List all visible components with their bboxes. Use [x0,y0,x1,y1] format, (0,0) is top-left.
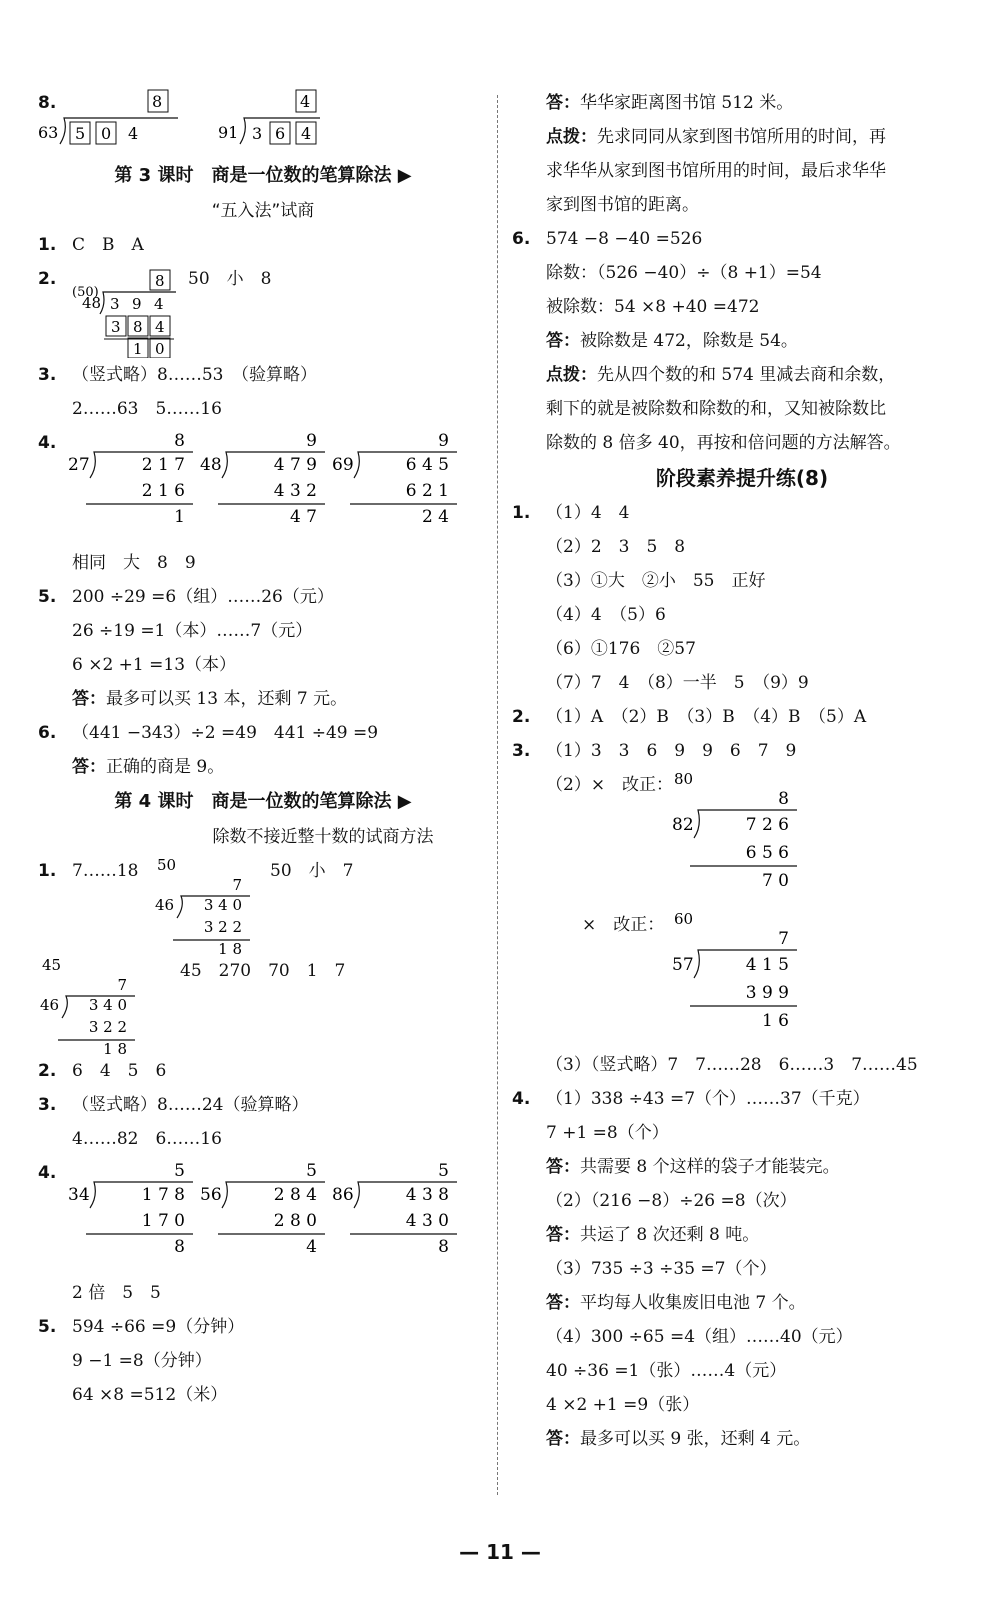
answer-text: （竖式略）8……53 （验算略） [72,365,317,385]
page-number: — 11 — [459,1540,541,1564]
tip-text: 求华华从家到图书馆所用的时间，最后求华华 [546,161,886,181]
product: 4 3 2 [273,481,317,501]
r-tip-2 [512,358,972,392]
r-s4-line [512,1388,972,1422]
quotient: 7 [778,929,789,949]
question-number: 8. [38,93,57,113]
l4-q3-line2 [38,1122,488,1156]
lesson3-subtitle: “五入法”试商 [211,201,315,221]
answer-text: 被除数是 472，除数是 54。 [580,331,798,351]
product: 6 5 6 [745,843,789,863]
answer-text: （2）（216 −8）÷26 =8（次） [546,1191,797,1211]
question-number: 1. [512,503,531,523]
r-s3 [512,734,972,768]
answer-text: （2）2 3 5 8 [546,537,686,557]
l3-q2 [38,262,488,358]
s3-division-1 [672,768,812,908]
l3-q4-divisions [68,426,468,546]
estimate-hint: (50) [72,285,99,300]
tip-label: 点拨： [546,365,597,385]
answer-label: 答： [72,689,106,709]
dividend-digit: 4 [301,124,312,143]
remainder: 1 8 [218,940,242,954]
r-s3-part2b [512,908,972,1048]
dividend-digit: 3 [110,295,120,313]
quotient: 8 [152,92,163,111]
dividend-digit: 4 [128,124,139,143]
remainder-digit: 1 [133,340,143,358]
l4-q4-divisions [68,1156,468,1276]
dividend-digit: 4 [154,295,164,313]
answer-text: （1）3 3 6 9 9 6 7 9 [546,741,797,761]
dividend: 7 2 6 [745,815,789,835]
answer-label: 答： [72,757,106,777]
r-s1-line [512,530,972,564]
question-number: 4. [512,1089,531,1109]
product-digit: 3 [111,318,121,336]
answer-text: 相同 大 8 9 [72,553,196,573]
answer-text: 共需要 8 个这样的袋子才能装完。 [580,1157,840,1177]
quotient: 7 [117,976,127,994]
product: 3 9 9 [745,983,789,1003]
answer-text: 平均每人收集废旧电池 7 个。 [580,1293,806,1313]
dividend: 2 8 4 [273,1185,317,1205]
answer-text: 6 4 5 6 [72,1061,167,1081]
remainder-digit: 0 [155,340,165,358]
r-s4-line [512,1252,972,1286]
quotient: 8 [155,272,165,290]
remainder: 1 6 [761,1011,789,1031]
divisor: 46 [155,896,175,914]
question-number: 6. [38,723,57,743]
answer-text: 最多可以买 9 张，还剩 4 元。 [580,1429,811,1449]
divisor: 48 [82,294,102,312]
answer-text: 26 ÷19 =1（本）……7（元） [72,621,313,641]
tip-text: 先从四个数的和 574 里减去商和余数， [597,365,896,385]
divisor: 34 [68,1185,90,1205]
answer-text: （7）7 4 （8）一半 5 （9）9 [546,673,809,693]
answer-text: 正确的商是 9。 [106,757,225,777]
l3-q4 [38,426,488,546]
question-number: 1. [38,235,57,255]
estimate-hint: 45 [42,956,62,974]
r-s1-line [512,666,972,700]
remainder: 1 [174,507,185,527]
section-title: 阶段素养提升练(8) [655,466,829,490]
r-q6 [512,222,972,256]
product: 4 3 0 [405,1211,449,1231]
r-s1-line [512,598,972,632]
answer-text: 594 ÷66 =9（分钟） [72,1317,245,1337]
product: 1 7 0 [141,1211,185,1231]
quotient: 8 [174,431,185,451]
question-number: 1. [38,861,57,881]
q8-division-2 [218,90,320,144]
column-divider [497,95,498,1495]
remainder: 8 [174,1237,185,1257]
estimate-hint: 50 [157,856,177,874]
right-column [512,86,972,1456]
r-q6-line3 [512,290,972,324]
q8-block [38,86,488,156]
quotient: 5 [438,1161,449,1181]
r-s2 [512,700,972,734]
divisor: 63 [38,123,59,142]
question-number: 2. [38,1061,57,1081]
l4-q5 [38,1310,488,1344]
answer-text: C B A [72,235,144,255]
dividend: 4 3 8 [405,1185,449,1205]
answer-text: 华华家距离图书馆 512 米。 [580,93,794,113]
answer-label: 答： [546,93,580,113]
product: 2 1 6 [141,481,185,501]
l3-q3 [38,358,488,392]
divisor: 56 [200,1185,222,1205]
r-s4-line [512,1082,972,1116]
quotient: 9 [306,431,317,451]
answer-text: 40 ÷36 =1（张）……4（元） [546,1361,787,1381]
answer-text: （竖式略）8……24（验算略） [72,1095,309,1115]
answer-label: 答： [546,1225,580,1245]
dividend: 6 4 5 [405,455,449,475]
l4-q1-division-2 [38,954,178,1054]
dividend: 4 7 9 [273,455,317,475]
page-number-value: 11 [486,1540,514,1564]
dividend: 4 1 5 [745,955,789,975]
dividend-digit: 3 [252,124,263,143]
divisor: 48 [200,455,222,475]
l4-q4 [38,1156,488,1276]
answer-text: 最多可以买 13 本，还剩 7 元。 [106,689,348,709]
l3-q5 [38,580,488,614]
answer-text: 2……63 5……16 [72,399,222,419]
answer-label: 答： [546,331,580,351]
answer-text: 6 ×2 +1 =13（本） [72,655,237,675]
l4-q1-division-1 [153,854,273,954]
dividend-digit: 6 [275,124,286,143]
quotient: 5 [174,1161,185,1181]
l3-q5-line2 [38,614,488,648]
answer-text: （1）4 4 [546,503,630,523]
r-s3-part3 [512,1048,972,1082]
r-s1-line [512,564,972,598]
l3-q1 [38,228,488,262]
question-number: 4. [38,433,57,453]
dividend-digit: 0 [101,124,112,143]
r-s4-line [512,1218,972,1252]
l4-q5-line2 [38,1344,488,1378]
answer-text: 9 −1 =8（分钟） [72,1351,212,1371]
r-tip-1-line2 [512,154,972,188]
divisor: 91 [218,123,239,142]
dividend-digit: 5 [75,124,86,143]
product: 3 2 2 [203,918,242,936]
answer-text: 4……82 6……16 [72,1129,222,1149]
lesson4-subtitle: 除数不接近整十数的试商方法 [212,827,434,847]
tip-text: 家到图书馆的距离。 [546,195,699,215]
product: 3 2 2 [88,1018,127,1036]
r-s4-line [512,1354,972,1388]
remainder: 2 4 [421,507,449,527]
r-s4-line [512,1320,972,1354]
r-s4-line [512,1116,972,1150]
answer-text: （1）A （2）B （3）B （4）B （5）A [546,707,867,727]
answer-text: 50 小 7 [270,861,354,881]
r-tip-1-line3 [512,188,972,222]
r-tip-1 [512,120,972,154]
question-number: 3. [512,741,531,761]
l3-q2-division [38,262,198,358]
answer-text: 574 −8 −40 =526 [546,229,703,249]
divisor: 82 [672,815,694,835]
estimate-hint: 60 [674,910,694,928]
r-s4-line [512,1184,972,1218]
divisor: 69 [332,455,354,475]
question-number: 2. [512,707,531,727]
r-s4 [512,1082,972,1456]
answer-text: 共运了 8 次还剩 8 吨。 [580,1225,760,1245]
answer-text: （6）①176 ②57 [546,639,696,659]
answer-text: 4 ×2 +1 =9（张） [546,1395,700,1415]
answer-text: （4）300 ÷65 =4（组）……40（元） [546,1327,853,1347]
r-s4-line [512,1150,972,1184]
lesson3-title: 第 3 课时 商是一位数的笔算除法 ▶ [114,165,412,186]
l3-q4-text [38,546,488,580]
l4-q1-part2 [38,954,488,1054]
r-s3-part2 [512,768,972,908]
divisor: 57 [672,955,694,975]
estimate-hint: 80 [674,770,694,788]
divisor: 86 [332,1185,354,1205]
quotient: 8 [778,789,789,809]
answer-text: （3）735 ÷3 ÷35 =7（个） [546,1259,777,1279]
r-tip-2-line2 [512,392,972,426]
answer-label: 答： [546,1429,580,1449]
remainder: 1 8 [103,1040,127,1054]
remainder: 4 7 [289,507,317,527]
divisor: 27 [68,455,90,475]
answer-label: 答： [546,1293,580,1313]
tip-label: 点拨： [546,127,597,147]
product: 2 8 0 [273,1211,317,1231]
l3-q3-line2 [38,392,488,426]
dividend: 3 4 0 [88,996,127,1014]
quotient: 4 [300,92,311,111]
question-number: 3. [38,1095,57,1115]
tip-text: 先求同同从家到图书馆所用的时间，再 [597,127,886,147]
r-q6-line2 [512,256,972,290]
divisor: 46 [40,996,60,1014]
question-number: 5. [38,587,57,607]
remainder: 7 0 [761,871,789,891]
r-s4-line [512,1286,972,1320]
lesson4-title: 第 4 课时 商是一位数的笔算除法 ▶ [114,791,412,812]
question-number: 4. [38,1163,57,1183]
r-tip-2-line3 [512,426,972,460]
answer-text: 50 小 8 [188,269,272,289]
tip-text: 除数的 8 倍多 40，再按和倍问题的方法解答。 [546,433,901,453]
dividend: 2 1 7 [141,455,185,475]
question-number: 6. [512,229,531,249]
answer-text: 7……18 [72,861,139,881]
quotient: 9 [438,431,449,451]
r-answer-2 [512,324,972,358]
l4-q2 [38,1054,488,1088]
answer-text: 64 ×8 =512（米） [72,1385,228,1405]
l4-q4-text [38,1276,488,1310]
quotient: 7 [232,876,242,894]
s3-division-2 [672,908,812,1048]
remainder: 4 [306,1237,317,1257]
l3-q5-line3 [38,648,488,682]
question-number: 5. [38,1317,57,1337]
remainder: 8 [438,1237,449,1257]
dividend: 1 7 8 [141,1185,185,1205]
r-s1-line [512,632,972,666]
l4-q3 [38,1088,488,1122]
answer-text: 200 ÷29 =6（组）……26（元） [72,587,334,607]
product-digit: 4 [155,318,165,336]
r-s1 [512,496,972,530]
l3-q5-answer [38,682,488,716]
l4-q1 [38,854,488,954]
q8-division-1 [38,90,178,144]
answer-label: 答： [546,1157,580,1177]
quotient: 5 [306,1161,317,1181]
answer-text: 2 倍 5 5 [72,1283,161,1303]
q8-divisions [38,86,338,156]
dividend-digit: 9 [132,295,142,313]
answer-text: （4）4 （5）6 [546,605,666,625]
product-digit: 8 [133,318,143,336]
answer-text: （3）（竖式略）7 7……28 6……3 7……45 [546,1055,918,1075]
r-s4-line [512,1422,972,1456]
answer-text: （3）①大 ②小 55 正好 [546,571,766,591]
answer-text: （1）338 ÷43 =7（个）……37（千克） [546,1089,870,1109]
answer-text: （2）× 改正： [546,775,674,795]
answer-text: （441 −343）÷2 =49 441 ÷49 =9 [72,723,379,743]
left-column [38,86,488,1412]
tip-text: 剩下的就是被除数和除数的和，又知被除数比 [546,399,886,419]
answer-text: × 改正： [582,915,665,935]
answer-text: 除数：（526 −40）÷（8 +1）=54 [546,263,822,283]
l3-q6 [38,716,488,750]
r-answer-1 [512,86,972,120]
question-number: 3. [38,365,57,385]
dividend: 3 4 0 [203,896,242,914]
answer-text: 7 +1 =8（个） [546,1123,669,1143]
question-number: 2. [38,269,57,289]
l3-q6-answer [38,750,488,784]
answer-text: 45 270 70 1 7 [180,961,346,981]
answer-text: 被除数：54 ×8 +40 =472 [546,297,760,317]
product: 6 2 1 [405,481,449,501]
l4-q5-line3 [38,1378,488,1412]
